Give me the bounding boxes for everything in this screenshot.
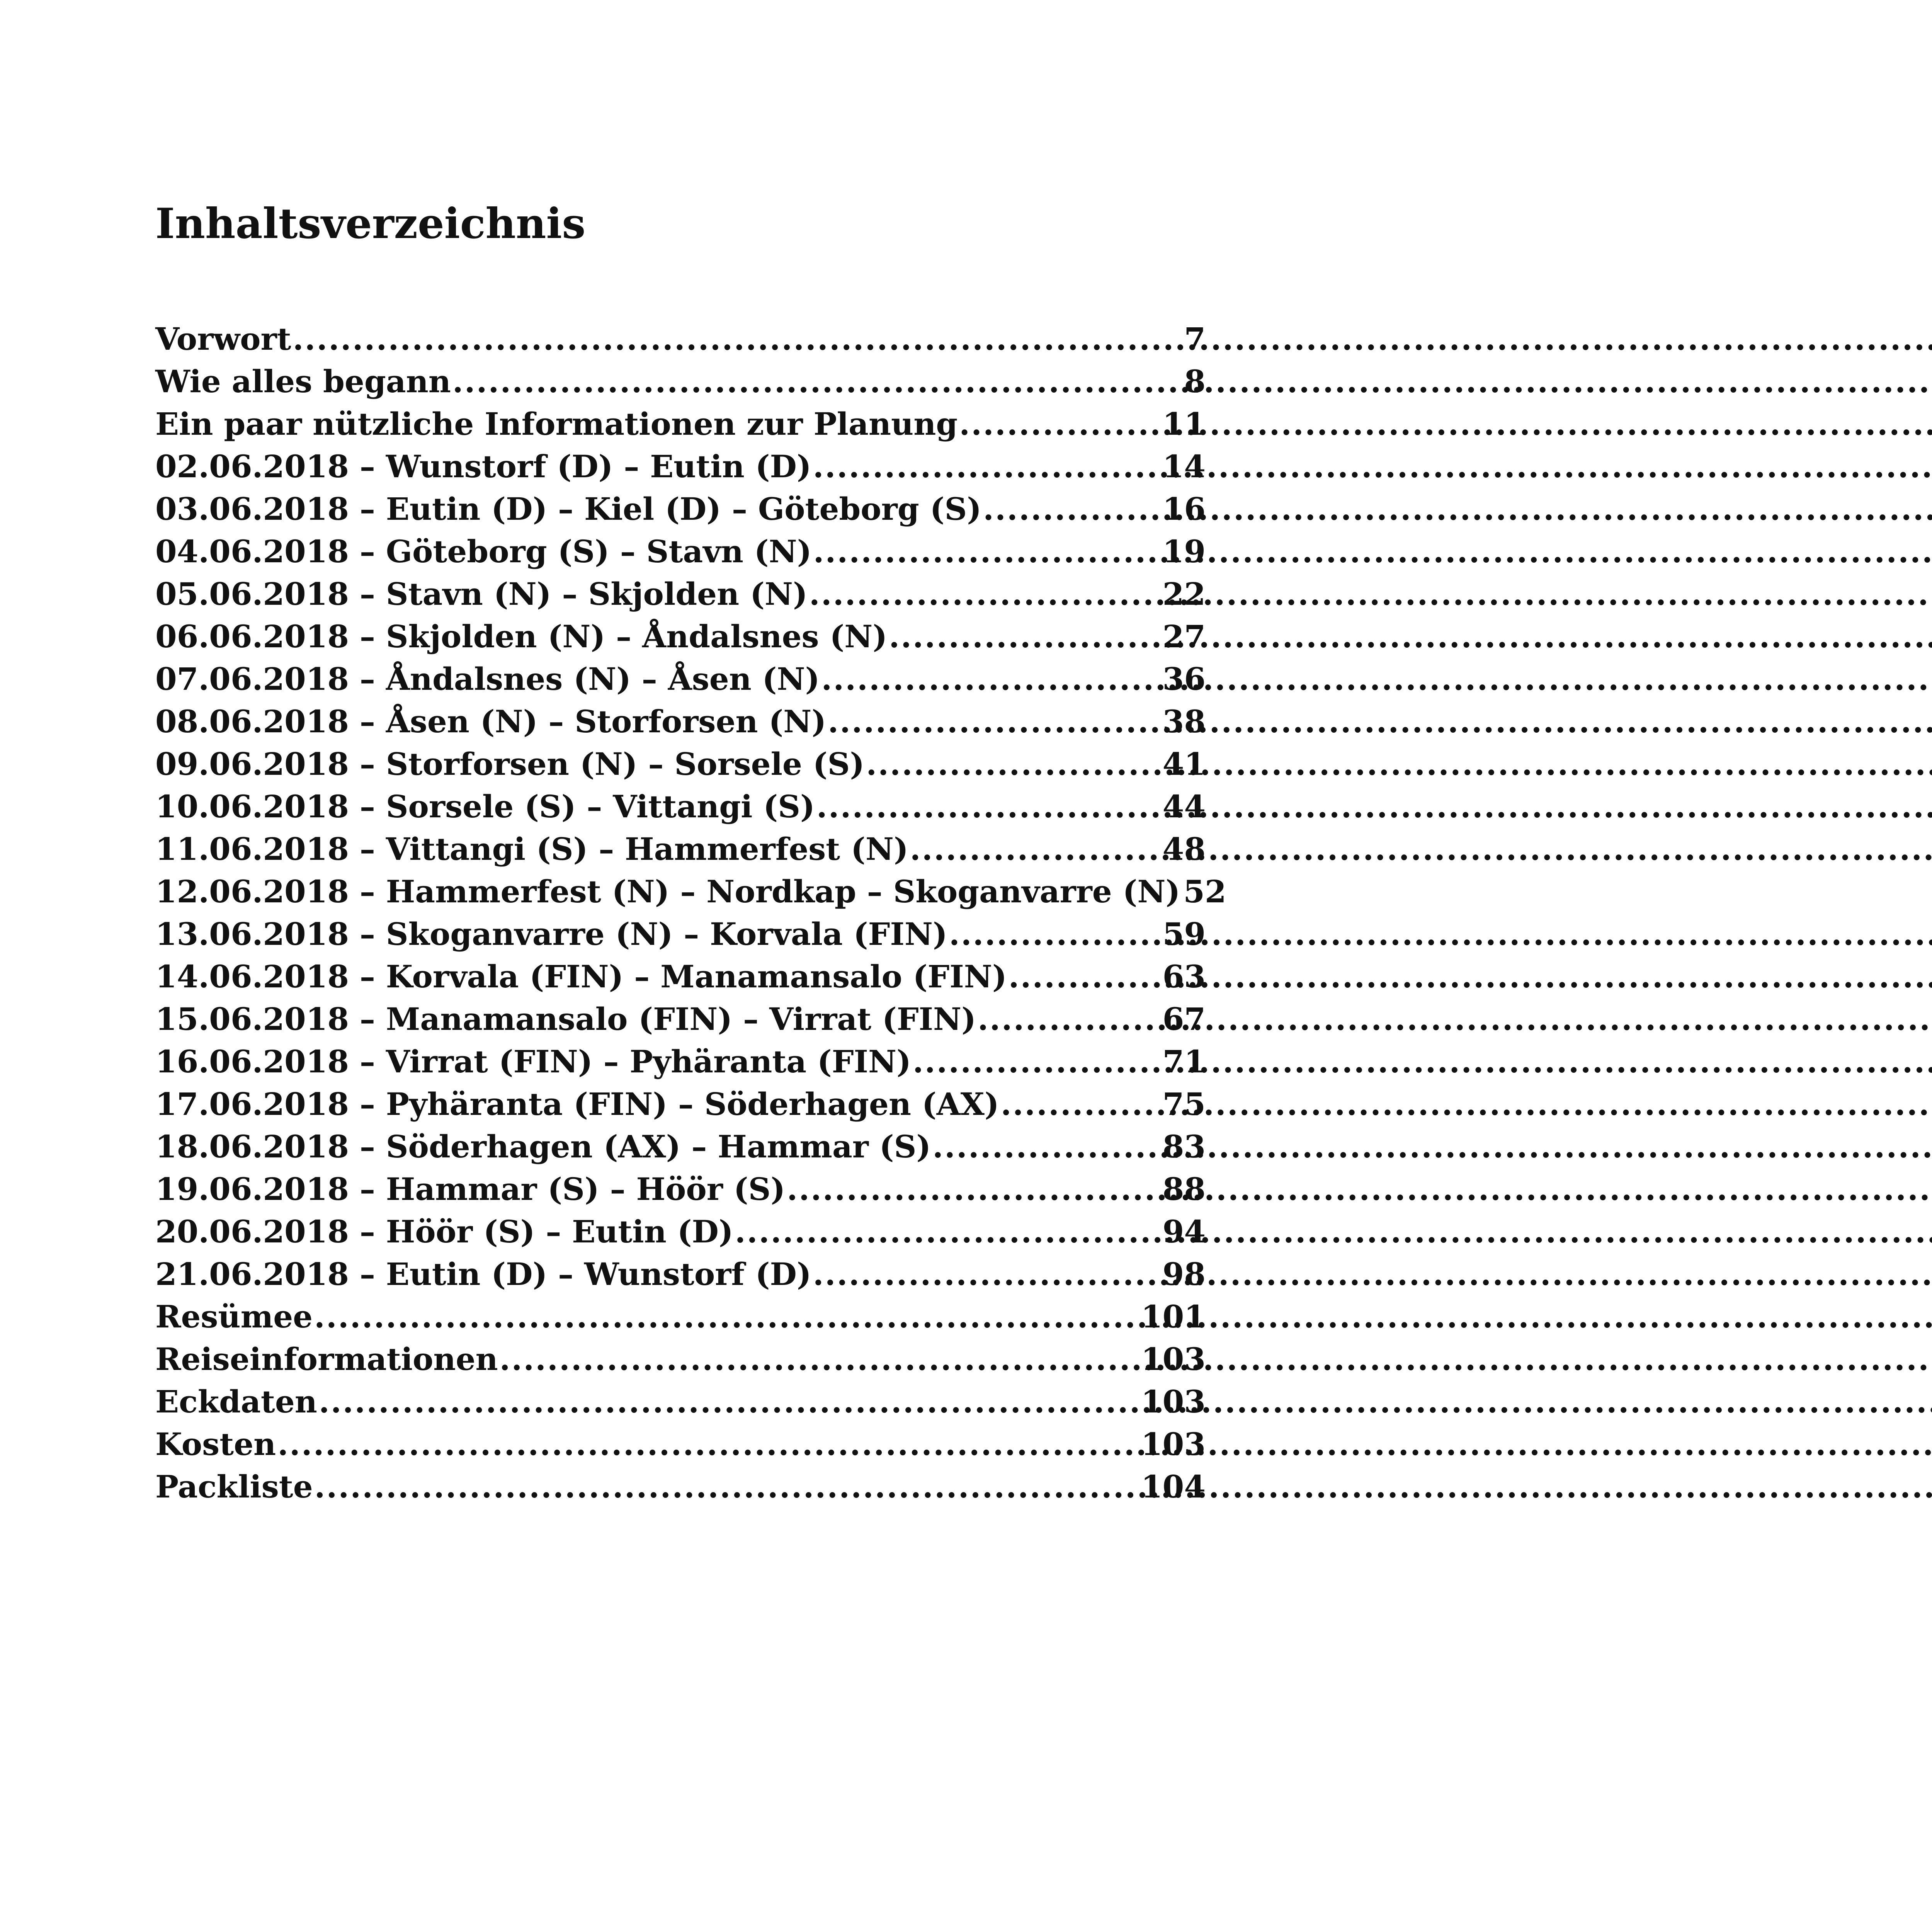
toc-entry-page-number: 88 (1162, 1171, 1206, 1207)
toc-entry-page-number: 48 (1162, 831, 1206, 867)
toc-dot-leader (866, 743, 1161, 785)
toc-entry-label: 05.06.2018 – Stavn (N) – Skjolden (N) (155, 576, 808, 612)
toc-entry-page-number: 101 (1141, 1298, 1206, 1335)
toc-entry-label: 17.06.2018 – Pyhäranta (FIN) – Söderhagen (AX) (155, 1086, 999, 1122)
toc-dot-leader (889, 615, 1161, 658)
toc-entry-page-number: 14 (1162, 448, 1206, 485)
toc-entry-page-number: 94 (1162, 1213, 1206, 1250)
toc-dot-leader (813, 530, 1161, 573)
toc-entry-label: 07.06.2018 – Åndalsnes (N) – Åsen (N) (155, 661, 820, 697)
toc-entry-page-number: 52 (1183, 873, 1226, 910)
toc-entry-label: 11.06.2018 – Vittangi (S) – Hammerfest (N) (155, 831, 908, 867)
toc-entry[interactable] (155, 530, 1206, 573)
toc-dot-leader (277, 1423, 1139, 1465)
toc-entry[interactable] (155, 1465, 1206, 1508)
toc-entry-label: 16.06.2018 – Virrat (FIN) – Pyhäranta (FIN) (155, 1043, 911, 1080)
toc-entry[interactable] (155, 1125, 1206, 1168)
toc-entry[interactable] (155, 1295, 1206, 1338)
toc-dot-leader (1009, 955, 1161, 998)
toc-entry-page-number: 11 (1162, 406, 1206, 442)
toc-entry[interactable] (155, 998, 1206, 1040)
toc-dot-leader (816, 785, 1161, 828)
toc-entry-label: 21.06.2018 – Eutin (D) – Wunstorf (D) (155, 1256, 811, 1292)
toc-entry[interactable] (155, 913, 1206, 955)
toc-entry-label: Wie alles begann (155, 363, 451, 400)
toc-entry-page-number: 103 (1141, 1383, 1206, 1420)
toc-entry-label: Reiseinformationen (155, 1341, 498, 1377)
toc-entry-page-number: 103 (1141, 1341, 1206, 1377)
toc-entry-page-number: 16 (1162, 491, 1206, 527)
toc-entry-page-number: 27 (1162, 618, 1206, 655)
toc-dot-leader (787, 1168, 1161, 1210)
toc-entry[interactable] (155, 658, 1206, 700)
toc-entry[interactable] (155, 828, 1206, 870)
toc-entry-label: Kosten (155, 1426, 276, 1462)
toc-entry-page-number: 103 (1141, 1426, 1206, 1462)
toc-entry[interactable] (155, 1253, 1206, 1295)
toc-entry-label: 04.06.2018 – Göteborg (S) – Stavn (N) (155, 533, 812, 570)
toc-entry-label: 08.06.2018 – Åsen (N) – Storforsen (N) (155, 703, 827, 740)
toc-dot-leader (959, 403, 1161, 445)
toc-entry[interactable] (155, 360, 1206, 403)
toc-dot-leader (293, 318, 1183, 360)
toc-dot-leader (315, 1465, 1139, 1508)
toc-entry-page-number: 8 (1184, 363, 1206, 400)
toc-entry-label: 09.06.2018 – Storforsen (N) – Sorsele (S) (155, 746, 865, 782)
toc-dot-leader (910, 828, 1161, 870)
toc-dot-leader (500, 1338, 1139, 1380)
toc-entry[interactable] (155, 403, 1206, 445)
toc-entry[interactable] (155, 488, 1206, 530)
toc-entry-page-number: 63 (1162, 958, 1206, 995)
toc-dot-leader (809, 573, 1161, 615)
toc-dot-leader (1001, 1083, 1161, 1125)
toc-entry-page-number: 22 (1162, 576, 1206, 612)
toc-entry-page-number: 104 (1141, 1468, 1206, 1505)
toc-entry-page-number: 98 (1162, 1256, 1206, 1292)
toc-entry[interactable] (155, 785, 1206, 828)
toc-entry-label: 10.06.2018 – Sorsele (S) – Vittangi (S) (155, 788, 815, 825)
toc-entry-page-number: 44 (1162, 788, 1206, 825)
toc-entry[interactable] (155, 955, 1206, 998)
toc-entry[interactable] (155, 1338, 1206, 1380)
toc-entry-page-number: 38 (1162, 703, 1206, 740)
toc-entry-page-number: 75 (1162, 1086, 1206, 1122)
toc-entry-label: Resümee (155, 1298, 313, 1335)
toc-entry[interactable] (155, 318, 1206, 360)
toc-dot-leader (735, 1210, 1161, 1253)
toc-entry[interactable] (155, 445, 1206, 488)
toc-entry-page-number: 41 (1162, 746, 1206, 782)
toc-entry-label: 18.06.2018 – Söderhagen (AX) – Hammar (S) (155, 1128, 931, 1165)
toc-entry-page-number: 19 (1162, 533, 1206, 570)
page-title: Inhaltsverzeichnis (155, 199, 586, 248)
toc-entry-label: Ein paar nützliche Informationen zur Planung (155, 406, 958, 442)
toc-dot-leader (813, 445, 1161, 488)
toc-entry-page-number: 59 (1162, 916, 1206, 952)
toc-entry-label: 13.06.2018 – Skoganvarre (N) – Korvala (FIN) (155, 916, 947, 952)
toc-entry-label: Packliste (155, 1468, 313, 1505)
toc-entry[interactable] (155, 1380, 1206, 1423)
toc-entry[interactable] (155, 700, 1206, 743)
toc-entry-label: 06.06.2018 – Skjolden (N) – Åndalsnes (N) (155, 618, 888, 655)
toc-entry[interactable] (155, 1423, 1206, 1465)
toc-dot-leader (314, 1295, 1139, 1338)
toc-dot-leader (983, 488, 1161, 530)
toc-entry-label: 19.06.2018 – Hammar (S) – Höör (S) (155, 1171, 786, 1207)
toc-entry[interactable] (155, 1168, 1206, 1210)
toc-entry-page-number: 83 (1162, 1128, 1206, 1165)
toc-dot-leader (828, 700, 1161, 743)
toc-entry[interactable] (155, 615, 1206, 658)
toc-entry-label: Eckdaten (155, 1383, 317, 1420)
toc-entry-label: 03.06.2018 – Eutin (D) – Kiel (D) – Göteborg (S) (155, 491, 982, 527)
toc-entry-label: 12.06.2018 – Hammerfest (N) – Nordkap – Skoganvarre (N) (155, 873, 1180, 910)
toc-entry[interactable] (155, 1083, 1206, 1125)
table-of-contents (155, 318, 1226, 1508)
toc-entry-page-number: 7 (1184, 321, 1206, 357)
toc-entry-label: 15.06.2018 – Manamansalo (FIN) – Virrat (FIN) (155, 1001, 976, 1037)
toc-entry[interactable] (155, 1210, 1206, 1253)
toc-entry[interactable] (155, 573, 1206, 615)
toc-entry-page-number: 36 (1162, 661, 1206, 697)
toc-dot-leader (949, 913, 1161, 955)
toc-dot-leader (932, 1125, 1161, 1168)
toc-dot-leader (821, 658, 1161, 700)
toc-dot-leader (452, 360, 1182, 403)
toc-dot-leader (978, 998, 1161, 1040)
toc-entry[interactable] (155, 1040, 1206, 1083)
toc-entry-label: 20.06.2018 – Höör (S) – Eutin (D) (155, 1213, 733, 1250)
toc-entry-page-number: 67 (1162, 1001, 1206, 1037)
toc-entry-label: Vorwort (155, 321, 291, 357)
toc-entry-label: 02.06.2018 – Wunstorf (D) – Eutin (D) (155, 448, 811, 485)
toc-dot-leader (813, 1253, 1161, 1295)
toc-entry-page-number: 71 (1162, 1043, 1206, 1080)
toc-entry[interactable] (155, 743, 1206, 785)
toc-entry-label: 14.06.2018 – Korvala (FIN) – Manamansalo (FIN) (155, 958, 1007, 995)
toc-entry[interactable] (155, 870, 1226, 913)
toc-dot-leader (913, 1040, 1161, 1083)
toc-dot-leader (319, 1380, 1139, 1423)
